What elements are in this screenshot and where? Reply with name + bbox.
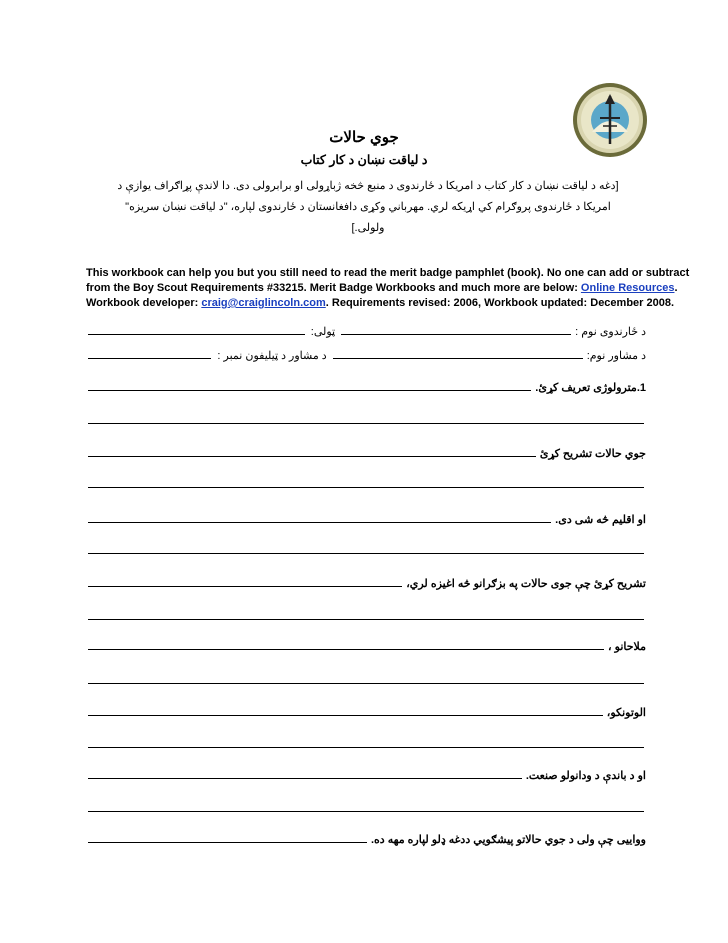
question-row <box>88 703 646 719</box>
answer-field[interactable] <box>88 778 522 779</box>
question-text: 1.مترولوژی تعريف کړئ. <box>535 382 646 394</box>
english-line-3: Workbook developer: craig@craiglincoln.com. Requirements revised: 2006, Workbook updated: December 2008. <box>86 297 675 309</box>
english-line-1: This workbook can help you but you still need to read the merit badge pamphlet (book). No one can add or subtract <box>86 267 690 279</box>
english-notice <box>86 266 690 311</box>
question-row <box>88 830 646 846</box>
counselor-phone-field[interactable] <box>88 358 211 359</box>
unit-label: ټولی: <box>310 326 336 338</box>
question-row <box>88 444 646 460</box>
intro-line: ولولی.] <box>351 222 385 234</box>
online-resources-link[interactable]: Online Resources <box>580 282 675 294</box>
counselor-name-field[interactable] <box>333 358 583 359</box>
answer-field[interactable] <box>88 586 402 587</box>
answer-field[interactable] <box>88 649 604 650</box>
question-text: تشريح کړئ چې جوی حالات په بزګرانو څه اغيزه لري، <box>406 578 646 590</box>
counselor-name-label: د مشاور نوم: <box>586 350 646 362</box>
unit-field[interactable] <box>88 334 305 335</box>
answer-field[interactable] <box>88 456 536 457</box>
counselor-info-row <box>88 346 646 362</box>
question-text: او اقليم څه شی دی. <box>555 514 646 526</box>
question-row <box>88 378 646 394</box>
scout-name-label: د ځارندوی نوم : <box>575 326 646 338</box>
answer-line[interactable] <box>88 423 644 424</box>
developer-email-link[interactable]: craig@craiglincoln.com <box>201 297 326 309</box>
question-row <box>88 510 646 526</box>
intro-line: امريکا د ځارندوی پروګرام کي اړيکه لري. مهرباني وکړی دافغانستان د ځارندوی لپاره، "د لياقت نښان سريزه" <box>125 201 611 213</box>
scout-info-row <box>88 322 646 338</box>
answer-field[interactable] <box>88 715 603 716</box>
page-subtitle: د لياقت نښان د کار کتاب <box>300 153 428 167</box>
question-row <box>88 637 646 653</box>
merit-badge-icon <box>572 82 648 158</box>
answer-field[interactable] <box>88 522 551 523</box>
scout-name-field[interactable] <box>341 334 571 335</box>
question-text: جوي حالات تشريح کړئ <box>539 448 646 460</box>
english-line-2: from the Boy Scout Requirements #33215. Merit Badge Workbooks and much more are below: Online Resources. <box>86 282 678 294</box>
page-title: جوي حالات <box>329 129 399 146</box>
intro-paragraph <box>88 176 648 239</box>
answer-field[interactable] <box>88 390 531 391</box>
question-text: ملاحانو ، <box>608 641 646 653</box>
answer-line[interactable] <box>88 811 644 812</box>
question-row <box>88 766 646 782</box>
question-row <box>88 574 646 590</box>
answer-line[interactable] <box>88 487 644 488</box>
question-text: الوتونکو، <box>606 707 646 719</box>
answer-line[interactable] <box>88 553 644 554</box>
question-text: وواييی چې ولی د جوي حالاتو پيشګويي ددغه ډلو لپاره مهه ده. <box>370 834 646 846</box>
answer-field[interactable] <box>88 842 367 843</box>
intro-line: [دغه د لياقت نښان د کار کتاب د امريکا د ځارندوی د منبع څخه ژباړولی او برابرولی دی. دا لاندې پړاګراف یوازې د <box>117 180 619 192</box>
counselor-phone-label: د مشاور د ټیلیفون نمبر : <box>217 350 327 362</box>
answer-line[interactable] <box>88 747 644 748</box>
question-text: او د باندې د ودانولو صنعت. <box>525 770 646 782</box>
answer-line[interactable] <box>88 683 644 684</box>
answer-line[interactable] <box>88 619 644 620</box>
